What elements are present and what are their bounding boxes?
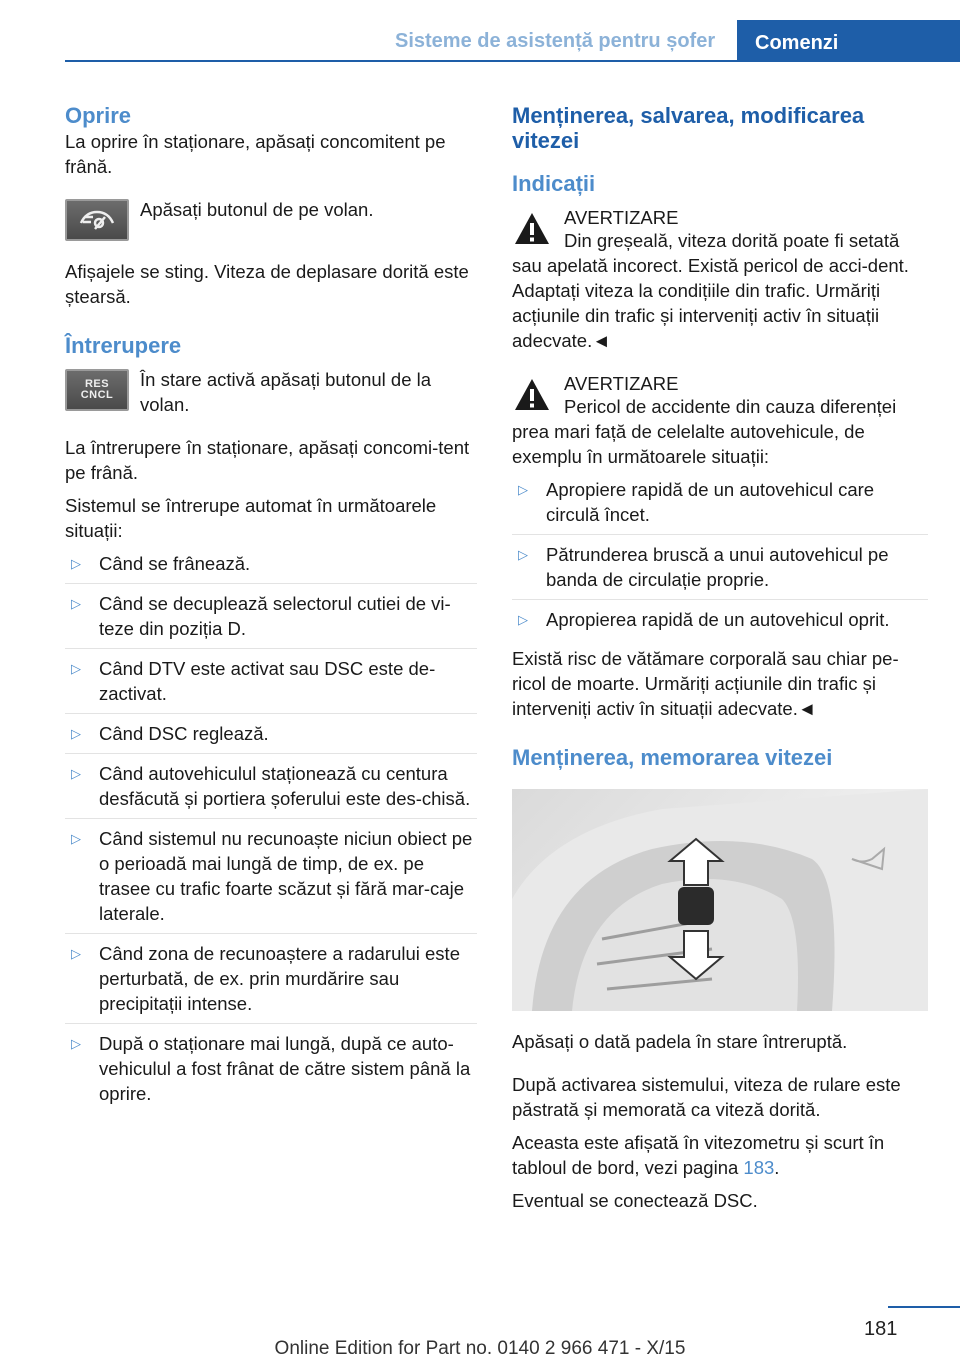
main-heading: Menținerea, salvarea, modificarea vitezei <box>512 103 865 153</box>
list-triangle-icon: ▷ <box>518 612 528 627</box>
intrerupere-button-row <box>65 367 477 417</box>
warning-2-list <box>512 477 928 639</box>
header-tab-comenzi[interactable]: Comenzi <box>737 20 960 62</box>
warning-2-after-text: Există risc de vătămare corporală sau chiar pe‐ricol de moarte. Urmăriți acțiunile din trafic și interveniți activ în situații adecvate.◄ <box>512 648 899 719</box>
left-column <box>65 103 477 1120</box>
mentinere-heading: Menținerea, memorarea vitezei <box>512 745 833 770</box>
list-triangle-icon: ▷ <box>71 831 81 846</box>
list-item: ▷ Când DSC reglează. <box>65 721 477 754</box>
list-item: ▷ Când autovehiculul staționează cu centura desfăcută și portiera șoferului este des‐chisă. <box>65 761 477 819</box>
mentinere-paragraph-4: Eventual se conectează DSC. <box>512 1190 758 1211</box>
list-item: ▷ După o staționare mai lungă, după ce auto‐vehiculul a fost frânat de către sistem până la oprire. <box>71 1033 471 1104</box>
list-triangle-icon: ▷ <box>71 726 81 741</box>
footer-rule <box>888 1306 960 1308</box>
list-item: ▷ Când se frânează. <box>65 551 477 584</box>
warning-2-label: AVERTIZARE <box>564 373 679 394</box>
list-triangle-icon: ▷ <box>518 547 528 562</box>
list-item: ▷ Apropiere rapidă de un autovehicul care circulă încet. <box>512 477 928 535</box>
intrerupere-heading: Întrerupere <box>65 333 182 358</box>
edition-footer: Online Edition for Part no. 0140 2 966 471 - X/15 <box>274 1338 686 1359</box>
list-item: ▷ Când DTV este activat sau DSC este de‐zactivat. <box>65 656 477 714</box>
list-triangle-icon: ▷ <box>71 766 81 781</box>
list-triangle-icon: ▷ <box>71 596 81 611</box>
cruise-control-icon <box>65 199 129 241</box>
list-item: ▷ Când zona de recunoaștere a radarului este perturbată, de ex. prin murdărire sau precipitații intense. <box>65 941 477 1024</box>
list-item: ▷ Pătrunderea bruscă a unui autovehicul pe banda de circulație proprie. <box>512 542 928 600</box>
list-item: ▷ Apropierea rapidă de un autovehicul oprit. <box>518 609 890 630</box>
header-rule <box>65 60 960 62</box>
header-section-title: Sisteme de asistență pentru șofer <box>395 30 716 52</box>
intrerupere-list <box>65 551 477 1113</box>
warning-2-text: Pericol de accidente din cauza diferenței prea mari față de celelalte autovehicule, de exemplu în următoarele situații: <box>512 396 897 467</box>
warning-triangle-icon <box>512 375 552 415</box>
oprire-button-text: Apăsați butonul de pe volan. <box>140 199 374 220</box>
list-triangle-icon: ▷ <box>71 1036 81 1051</box>
steering-wheel-photo <box>512 789 928 1011</box>
mentinere-paragraph-1: Apăsați o dată padela în stare întreruptă. <box>512 1031 848 1052</box>
list-item: ▷ Când sistemul nu recunoaște niciun obiect pe o perioadă mai lungă de timp, de ex. pe trasee cu trafic foarte scăzut și fără mar‐caje laterale. <box>65 826 477 934</box>
oprire-text: La oprire în staționare, apăsați concomitent pe frână. <box>65 131 446 177</box>
list-triangle-icon: ▷ <box>71 556 81 571</box>
warning-triangle-icon <box>512 209 552 249</box>
cncl-label: CNCL <box>80 389 114 401</box>
page-link-183[interactable]: 183 <box>743 1157 775 1178</box>
intrerupere-button-text: În stare activă apăsați butonul de la volan. <box>140 369 432 415</box>
indicatii-heading: Indicații <box>512 171 596 196</box>
list-triangle-icon: ▷ <box>518 482 528 497</box>
warning-1-label: AVERTIZARE <box>564 207 679 228</box>
intrerupere-paragraph-1: La întrerupere în staționare, apăsați concomi‐tent pe frână. <box>65 437 470 483</box>
intrerupere-paragraph-2: Sistemul se întrerupe automat în următoarele situații: <box>65 495 437 541</box>
page-number: 181 <box>864 1318 898 1340</box>
mentinere-paragraph-3: Aceasta este afișată în vitezometru și scurt în tabloul de bord, vezi pagina 183. <box>512 1132 885 1178</box>
right-column <box>512 103 928 1213</box>
list-triangle-icon: ▷ <box>71 661 81 676</box>
list-item: ▷ Când se decuplează selectorul cutiei de vi‐teze din poziția D. <box>65 591 477 649</box>
oprire-after-text: Afișajele se sting. Viteza de deplasare dorită este ștearsă. <box>65 261 469 307</box>
mentinere-paragraph-2: După activarea sistemului, viteza de rulare este păstrată și memorată ca viteză dorită. <box>512 1074 901 1120</box>
warning-1-text: Din greșeală, viteza dorită poate fi setată sau apelată incorect. Există pericol de acci‐dent. Adaptați viteza la condițiile din trafic. Urmăriți acțiunile din trafic și interveniți activ în situații adecvate.◄ <box>512 230 909 351</box>
res-cncl-icon <box>65 369 129 411</box>
res-label: RES <box>84 378 110 390</box>
oprire-heading: Oprire <box>65 103 132 128</box>
list-triangle-icon: ▷ <box>71 946 81 961</box>
oprire-button-row <box>65 197 477 241</box>
